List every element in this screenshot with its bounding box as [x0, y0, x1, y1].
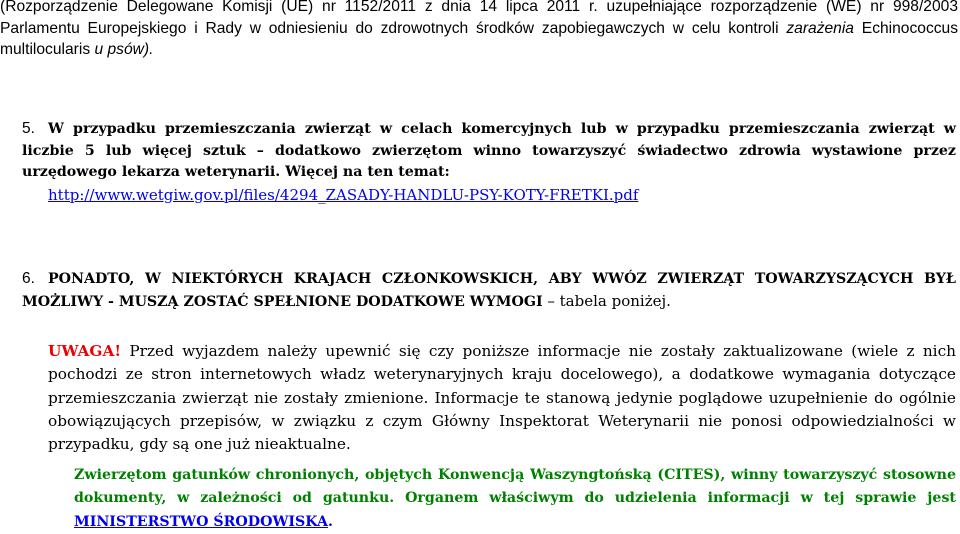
cites-text: Zwierzętom gatunków chronionych, objętych Konwencją Waszyngtońską (CITES), winny towarzyszyć stosowne dokumenty, w zależności od gatunku. Organem właściwym do udzielenia informacji w tej sprawie jest	[74, 467, 956, 507]
cites-end: .	[328, 513, 333, 530]
warning-label: UWAGA!	[48, 342, 122, 360]
regulation-note	[0, 0, 958, 61]
wetgiw-pdf-link[interactable]: http://www.wetgiw.gov.pl/files/4294_ZASADY-HANDLU-PSY-KOTY-FRETKI.pdf	[48, 186, 639, 204]
section-6-paragraph	[22, 268, 956, 313]
section-6-tail: tabela poniżej.	[559, 291, 671, 310]
section-6-text: PONADTO, W NIEKTÓRYCH KRAJACH CZŁONKOWSKICH, ABY WWÓZ ZWIERZĄT TOWARZYSZĄCYCH BYŁ MOŻLIWY - MUSZĄ ZOSTAĆ SPEŁNIONE DODATKOWE WYMOGI	[22, 271, 956, 310]
section-5-paragraph	[22, 118, 956, 184]
regulation-note-middle: Echinococcus multilocularis	[0, 19, 959, 58]
section-5-link-line	[48, 184, 638, 206]
section-5-text: W przypadku przemieszczania zwierząt w celach komercyjnych lub w przypadku przemieszczania zwierząt w liczbie 5 lub więcej sztuk – dodatkowo zwierzętom winno towarzyszyć świadectwo zdrowia wystawione przez urzędowego lekarza weterynarii. Więcej na ten temat:	[22, 121, 956, 181]
section-5-number: 5.	[22, 120, 35, 137]
ministry-link[interactable]: MINISTERSTWO ŚRODOWISKA	[74, 513, 329, 530]
section-6-dash: –	[542, 291, 560, 310]
section-6-number: 6.	[22, 270, 35, 287]
warning-paragraph	[48, 340, 956, 456]
regulation-note-suffix: u psów).	[94, 41, 154, 58]
regulation-note-italic-word: zarażenia	[786, 19, 854, 37]
warning-text: Przed wyjazdem należy upewnić się czy poniższe informacje nie zostały zaktualizowane (wiele z nich pochodzi ze stron internetowych władz weterynaryjnych kraju docelowego), a dodatkowe wymagania dotyczące przemieszczania zwierząt nie zostały zmienione. Informacje te stanową jedynie poglądowe uzupełnienie do ogólnie obowiązujących przepisów, w związku z czym Główny Inspektorat Weterynarii nie ponosi odpowiedzialności w przypadku, gdy są one już nieaktualne.	[48, 342, 956, 454]
regulation-note-prefix: (Rozporządzenie Delegowane Komisji (UE) nr 1152/2011 z dnia 14 lipca 2011 r. uzupełniające rozporządzenie (WE) nr 998/2003 Parlamentu Europejskiego i Rady w odniesieniu do zdrowotnych środków zapobiegawczych w celu kontroli	[0, 0, 958, 37]
cites-paragraph	[74, 464, 956, 534]
